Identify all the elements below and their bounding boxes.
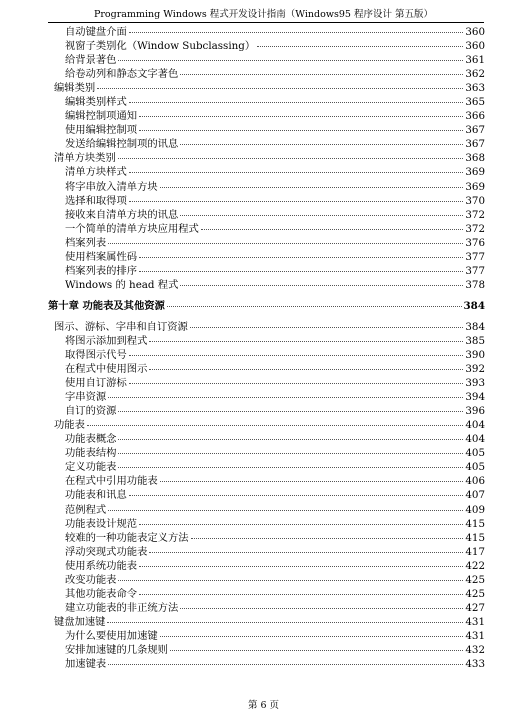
dot-leader xyxy=(118,453,463,454)
dot-leader xyxy=(139,524,463,525)
toc-entry-title: 键盘加速键 xyxy=(54,615,106,628)
dot-leader xyxy=(160,187,464,188)
toc-entry-title: 使用档案属性码 xyxy=(65,250,138,263)
table-of-contents xyxy=(48,25,485,671)
dot-leader xyxy=(129,495,464,496)
toc-subsection-entry[interactable] xyxy=(54,629,485,643)
toc-entry-title: 在程式中引用功能表 xyxy=(65,475,158,488)
toc-entry-title: 接收来自清单方块的讯息 xyxy=(65,208,179,221)
toc-entry-page: 417 xyxy=(465,545,485,558)
toc-entry-page: 367 xyxy=(465,124,485,137)
toc-entry-title: 清单方块样式 xyxy=(65,166,127,179)
toc-entry-page: 378 xyxy=(465,278,485,291)
toc-subsection-entry[interactable] xyxy=(54,123,485,137)
dot-leader xyxy=(167,306,462,307)
toc-entry-title: 档案列表的排序 xyxy=(65,264,138,277)
toc-entry-page: 394 xyxy=(465,391,485,404)
dot-leader xyxy=(139,257,463,258)
toc-entry-page: 368 xyxy=(465,152,485,165)
toc-entry-page: 433 xyxy=(465,658,485,671)
dot-leader xyxy=(257,46,463,47)
dot-leader xyxy=(180,74,463,75)
dot-leader xyxy=(108,243,463,244)
toc-subsection-entry[interactable] xyxy=(54,137,485,151)
toc-entry-page: 369 xyxy=(465,166,485,179)
dot-leader xyxy=(139,271,463,272)
toc-entry-title: 建立功能表的非正统方法 xyxy=(65,601,179,614)
toc-entry-title: 自订的资源 xyxy=(65,405,117,418)
toc-entry-title: 使用自订游标 xyxy=(65,377,127,390)
dot-leader xyxy=(118,467,463,468)
toc-entry-page: 360 xyxy=(465,40,485,53)
dot-leader xyxy=(118,439,463,440)
toc-entry-page: 415 xyxy=(465,517,485,530)
toc-entry-page: 409 xyxy=(465,503,485,516)
toc-entry-title: 将字串放入清单方块 xyxy=(65,180,158,193)
dot-leader xyxy=(108,664,463,665)
toc-entry-title: 安排加速键的几条规则 xyxy=(65,643,168,656)
toc-entry-page: 376 xyxy=(465,236,485,249)
toc-entry-page: 367 xyxy=(465,138,485,151)
toc-entry-page: 385 xyxy=(465,334,485,347)
dot-leader xyxy=(180,215,463,216)
toc-subsection-entry[interactable] xyxy=(54,165,485,179)
toc-subsection-entry[interactable] xyxy=(54,517,485,531)
toc-subsection-entry[interactable] xyxy=(54,559,485,573)
toc-entry-title: 浮动突现式功能表 xyxy=(65,545,148,558)
header-divider xyxy=(48,22,484,23)
toc-subsection-entry[interactable] xyxy=(54,643,485,657)
toc-subsection-entry[interactable] xyxy=(54,194,485,208)
toc-subsection-entry[interactable] xyxy=(54,278,485,292)
dot-leader xyxy=(129,201,464,202)
toc-entry-title: 功能表和讯息 xyxy=(65,489,127,502)
toc-subsection-entry[interactable] xyxy=(54,67,485,81)
toc-entry-title: 视窗子类别化（Window Subclassing） xyxy=(65,40,256,53)
dot-leader xyxy=(149,552,463,553)
toc-entry-page: 396 xyxy=(465,405,485,418)
toc-entry-page: 393 xyxy=(465,377,485,390)
toc-entry-title: 给卷动列和静态文字著色 xyxy=(65,68,179,81)
toc-subsection-entry[interactable] xyxy=(54,587,485,601)
toc-entry-page: 361 xyxy=(465,54,485,67)
dot-leader xyxy=(107,622,463,623)
toc-subsection-entry[interactable] xyxy=(54,460,485,474)
toc-entry-page: 369 xyxy=(465,180,485,193)
dot-leader xyxy=(87,425,463,426)
dot-leader xyxy=(191,538,464,539)
toc-entry-page: 404 xyxy=(465,419,485,432)
dot-leader xyxy=(118,411,463,412)
toc-entry-title: 其他功能表命令 xyxy=(65,587,138,600)
toc-subsection-entry[interactable] xyxy=(54,222,485,236)
toc-subsection-entry[interactable] xyxy=(54,503,485,517)
toc-entry-title: Windows 的 head 程式 xyxy=(65,278,179,291)
toc-entry-title: 定义功能表 xyxy=(65,461,117,474)
toc-entry-title: 编辑类别样式 xyxy=(65,96,127,109)
toc-subsection-entry[interactable] xyxy=(54,25,485,39)
toc-entry-page: 363 xyxy=(465,82,485,95)
toc-subsection-entry[interactable] xyxy=(54,404,485,418)
toc-subsection-entry[interactable] xyxy=(54,531,485,545)
dot-leader xyxy=(201,229,463,230)
toc-entry-title: 功能表概念 xyxy=(65,433,117,446)
toc-entry-title: 功能表设计规范 xyxy=(65,517,138,530)
toc-entry-title: 图示、游标、字串和自订资源 xyxy=(54,320,188,333)
toc-entry-page: 390 xyxy=(465,348,485,361)
toc-subsection-entry[interactable] xyxy=(54,53,485,67)
toc-entry-page: 407 xyxy=(465,489,485,502)
toc-subsection-entry[interactable] xyxy=(54,348,485,362)
toc-subsection-entry[interactable] xyxy=(54,95,485,109)
dot-leader xyxy=(118,580,463,581)
toc-entry-title: 给背景著色 xyxy=(65,54,117,67)
toc-entry-page: 365 xyxy=(465,96,485,109)
toc-entry-page: 431 xyxy=(465,629,485,642)
toc-entry-title: 字串资源 xyxy=(65,391,107,404)
toc-section-entry[interactable] xyxy=(54,615,485,629)
toc-subsection-entry[interactable] xyxy=(54,250,485,264)
dot-leader xyxy=(180,285,463,286)
toc-subsection-entry[interactable] xyxy=(54,236,485,250)
toc-entry-page: 405 xyxy=(465,461,485,474)
toc-entry-page: 392 xyxy=(465,363,485,376)
dot-leader xyxy=(108,510,463,511)
toc-entry-page: 384 xyxy=(463,299,485,312)
toc-entry-page: 370 xyxy=(465,194,485,207)
toc-entry-title: 编辑类别 xyxy=(54,82,96,95)
toc-entry-title: 范例程式 xyxy=(65,503,107,516)
dot-leader xyxy=(139,130,463,131)
dot-leader xyxy=(160,636,464,637)
toc-subsection-entry[interactable] xyxy=(54,432,485,446)
dot-leader xyxy=(129,172,464,173)
toc-entry-page: 360 xyxy=(465,26,485,38)
toc-subsection-entry[interactable] xyxy=(54,109,485,123)
dot-leader xyxy=(180,144,463,145)
toc-entry-page: 362 xyxy=(465,68,485,81)
dot-leader xyxy=(129,32,464,33)
toc-section-entry[interactable] xyxy=(54,320,485,334)
toc-entry-title: 使用编辑控制项 xyxy=(65,124,138,137)
toc-entry-page: 384 xyxy=(465,320,485,333)
dot-leader xyxy=(139,116,463,117)
toc-subsection-entry[interactable] xyxy=(54,657,485,671)
toc-entry-page: 431 xyxy=(465,615,485,628)
toc-chapter-entry[interactable] xyxy=(48,292,485,320)
dot-leader xyxy=(139,594,463,595)
dot-leader xyxy=(190,327,463,328)
toc-section-entry[interactable] xyxy=(54,81,485,95)
toc-entry-title: 编辑控制项通知 xyxy=(65,110,138,123)
toc-entry-page: 422 xyxy=(465,559,485,572)
toc-entry-title: 使用系统功能表 xyxy=(65,559,138,572)
toc-subsection-entry[interactable] xyxy=(54,573,485,587)
toc-subsection-entry[interactable] xyxy=(54,446,485,460)
page-number-footer: 第 6 页 xyxy=(247,700,280,711)
toc-entry-page: 377 xyxy=(465,264,485,277)
toc-subsection-entry[interactable] xyxy=(54,180,485,194)
dot-leader xyxy=(97,88,463,89)
toc-subsection-entry[interactable] xyxy=(54,545,485,559)
dot-leader xyxy=(108,397,463,398)
toc-entry-page: 366 xyxy=(465,110,485,123)
toc-entry-page: 377 xyxy=(465,250,485,263)
toc-entry-page: 427 xyxy=(465,601,485,614)
toc-entry-title: 取得图示代号 xyxy=(65,348,127,361)
toc-subsection-entry[interactable] xyxy=(54,390,485,404)
toc-subsection-entry[interactable] xyxy=(54,601,485,615)
dot-leader xyxy=(170,650,463,651)
dot-leader xyxy=(149,369,463,370)
toc-entry-page: 415 xyxy=(465,531,485,544)
dot-leader xyxy=(129,383,464,384)
toc-entry-page: 404 xyxy=(465,433,485,446)
running-header: Programming Windows 程式开发设计指南（Windows95 程序设计 第五版） xyxy=(94,9,433,20)
toc-entry-page: 432 xyxy=(465,643,485,656)
toc-entry-title: 一个简单的清单方块应用程式 xyxy=(65,222,199,235)
dot-leader xyxy=(129,355,464,356)
toc-section-entry[interactable] xyxy=(54,418,485,432)
toc-entry-title: 档案列表 xyxy=(65,236,107,249)
dot-leader xyxy=(180,608,463,609)
toc-entry-title: 较难的一种功能表定义方法 xyxy=(65,531,189,544)
toc-entry-page: 405 xyxy=(465,447,485,460)
toc-entry-title: 清单方块类别 xyxy=(54,152,116,165)
toc-subsection-entry[interactable] xyxy=(54,208,485,222)
dot-leader xyxy=(118,60,463,61)
toc-entry-title: 发送给编辑控制项的讯息 xyxy=(65,138,179,151)
toc-entry-title: 加速键表 xyxy=(65,658,107,671)
dot-leader xyxy=(149,341,463,342)
toc-entry-title: 为什么要使用加速键 xyxy=(65,629,158,642)
dot-leader xyxy=(129,102,464,103)
toc-entry-title: 功能表结构 xyxy=(65,447,117,460)
toc-subsection-entry[interactable] xyxy=(54,362,485,376)
toc-entry-title: 改变功能表 xyxy=(65,573,117,586)
toc-entry-title: 第十章 功能表及其他资源 xyxy=(48,299,165,312)
toc-entry-page: 372 xyxy=(465,208,485,221)
toc-entry-page: 425 xyxy=(465,573,485,586)
toc-subsection-entry[interactable] xyxy=(54,264,485,278)
toc-subsection-entry[interactable] xyxy=(54,488,485,502)
dot-leader xyxy=(139,566,463,567)
toc-entry-title: 自动键盘介面 xyxy=(65,26,127,38)
toc-section-entry[interactable] xyxy=(54,151,485,165)
toc-subsection-entry[interactable] xyxy=(54,334,485,348)
toc-entry-title: 选择和取得项 xyxy=(65,194,127,207)
dot-leader xyxy=(160,481,464,482)
toc-entry-page: 372 xyxy=(465,222,485,235)
toc-entry-title: 将图示添加到程式 xyxy=(65,334,148,347)
toc-entry-page: 406 xyxy=(465,475,485,488)
dot-leader xyxy=(118,158,464,159)
toc-entry-page: 425 xyxy=(465,587,485,600)
toc-entry-title: 在程式中使用图示 xyxy=(65,363,148,376)
toc-subsection-entry[interactable] xyxy=(54,376,485,390)
toc-subsection-entry[interactable] xyxy=(54,474,485,488)
toc-entry-title: 功能表 xyxy=(54,419,85,432)
toc-subsection-entry[interactable] xyxy=(54,39,485,53)
